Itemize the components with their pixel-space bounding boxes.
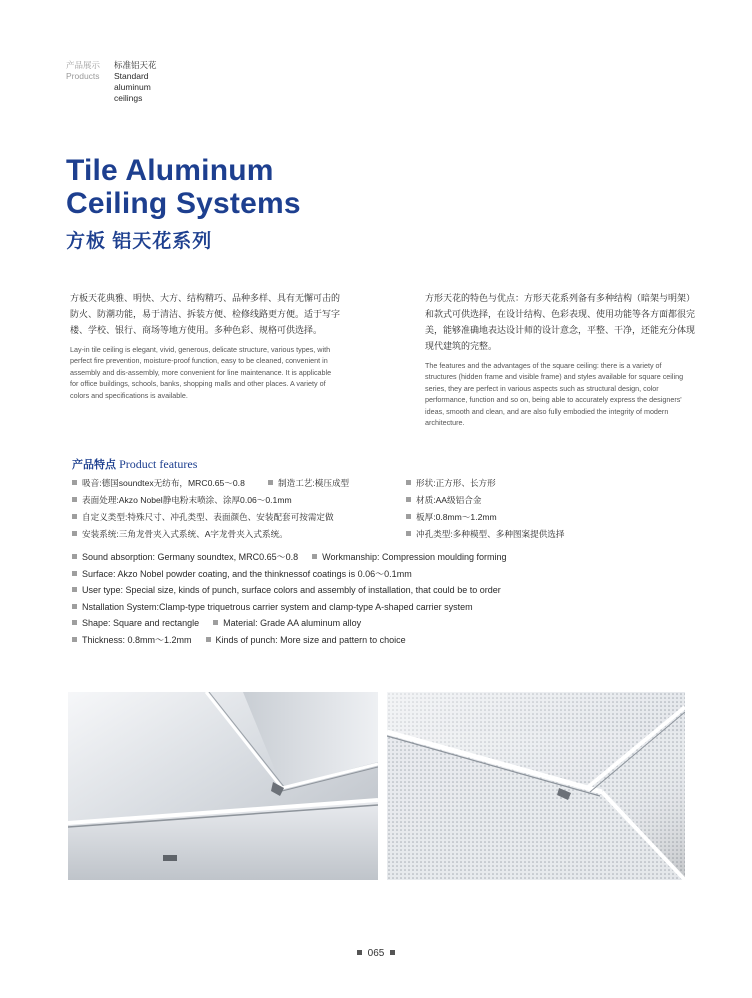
list-item: 表面处理:Akzo Nobel静电粉末喷涂、涂厚0.06～0.1mm bbox=[72, 492, 334, 509]
category-label bbox=[114, 60, 157, 104]
bullet-icon bbox=[72, 604, 77, 609]
list-item: Surface: Akzo Nobel powder coating, and the thinknessof coatings is 0.06～0.1mm bbox=[72, 566, 507, 583]
intro-right bbox=[425, 290, 695, 428]
bullet-icon bbox=[406, 480, 411, 485]
bullet-icon bbox=[312, 554, 317, 559]
bullet-icon bbox=[406, 497, 411, 502]
bullet-icon bbox=[213, 620, 218, 625]
list-item: 制造工艺:模压成型 bbox=[268, 475, 349, 492]
features-heading-cn: 产品特点 bbox=[72, 459, 116, 471]
list-item: User type: Special size, kinds of punch, surface colors and assembly of installation, that could be to order bbox=[72, 582, 507, 599]
list-item: 自定义类型:特殊尺寸、冲孔类型、表面颜色、安装配套可按需定做 bbox=[72, 509, 334, 526]
section-label bbox=[66, 60, 100, 82]
list-item: Shape: Square and rectangle Material: Grade AA aluminum alloy bbox=[72, 615, 507, 632]
page-title bbox=[66, 154, 301, 220]
bullet-icon bbox=[268, 480, 273, 485]
intro-left bbox=[70, 290, 340, 401]
list-item: 吸音:德国soundtex无纺布，MRC0.65～0.8 bbox=[72, 475, 334, 492]
features-cn-right bbox=[406, 475, 564, 543]
section-label-en: Products bbox=[66, 71, 100, 81]
perforated-ceiling-tile-photo bbox=[387, 692, 685, 880]
page-title-line-2: Ceiling Systems bbox=[66, 187, 301, 220]
bullet-icon bbox=[72, 620, 77, 625]
intro-left-cn: 方板天花典雅、明快、大方、结构精巧、品种多样、具有无懈可击的防火、防潮功能，易于清洁、拆装方便、检修线路更方便。适于写字楼、学校、银行、商场等地方使用。多种色彩、规格可供选择。 bbox=[70, 293, 341, 335]
page-title-cn: 方板 铝天花系列 bbox=[66, 231, 213, 252]
category-label-en-1: Standard bbox=[114, 71, 149, 81]
plain-ceiling-tile-photo bbox=[68, 692, 378, 880]
page-title-line-1: Tile Aluminum bbox=[66, 154, 274, 187]
category-label-en-2: aluminum bbox=[114, 82, 151, 92]
list-item: 板厚:0.8mm～1.2mm bbox=[406, 509, 564, 526]
square-icon bbox=[357, 950, 362, 955]
list-item: 材质:AA级铝合金 bbox=[406, 492, 564, 509]
intro-left-en: Lay-in tile ceiling is elegant, vivid, generous, delicate structure, various types, with perfect fire prevention, moisture-proof function, easy to be cleaned, convenient in assembly and dis-assembly, more convenient for line maintenance. It is applicable for office buildings, schools, banks, shopping malls and other places. A variety of colors and specifications is available. bbox=[70, 345, 332, 400]
bullet-icon bbox=[406, 514, 411, 519]
page-number: 065 bbox=[0, 948, 752, 959]
bullet-icon bbox=[72, 571, 77, 576]
bullet-icon bbox=[72, 497, 77, 502]
bullet-icon bbox=[406, 531, 411, 536]
bullet-icon bbox=[72, 637, 77, 642]
category-label-cn: 标准铝天花 bbox=[114, 60, 157, 70]
features-en bbox=[72, 549, 507, 649]
square-icon bbox=[390, 950, 395, 955]
list-item: Sound absorption: Germany soundtex, MRC0.65～0.8 Workmanship: Compression moulding forming bbox=[72, 549, 507, 566]
bullet-icon bbox=[72, 531, 77, 536]
category-label-en-3: ceilings bbox=[114, 93, 143, 103]
features-cn-mid bbox=[268, 475, 349, 492]
features-heading bbox=[72, 456, 197, 472]
list-item: Nstallation System:Clamp-type triquetrous carrier system and clamp-type A-shaped carrier system bbox=[72, 599, 507, 616]
bullet-icon bbox=[72, 554, 77, 559]
bullet-icon bbox=[72, 514, 77, 519]
list-item: 形状:正方形、长方形 bbox=[406, 475, 564, 492]
bullet-icon bbox=[72, 587, 77, 592]
bullet-icon bbox=[72, 480, 77, 485]
section-label-cn: 产品展示 bbox=[66, 60, 101, 70]
list-item: 安装系统:三角龙骨夹入式系统、A字龙骨夹入式系统。 bbox=[72, 526, 334, 543]
intro-right-en: The features and the advantages of the square ceiling: there is a variety of structures (hidden frame and visible frame) and styles available for square ceiling series, they are perfect in various aspects such as structural design, color performance, function and so on, being able to accurately express the designers' ideas, smooth and clean, and are also fully embodied the integrity of modern architecture. bbox=[425, 361, 684, 428]
bullet-icon bbox=[206, 637, 211, 642]
list-item: Thickness: 0.8mm～1.2mm Kinds of punch: More size and pattern to choice bbox=[72, 632, 507, 649]
intro-right-cn: 方形天花的特色与优点：方形天花系列备有多种结构（暗架与明架）和款式可供选择，在设计结构、色彩表现、使用功能等各方面都很完美，能够准确地表达设计师的设计意念，平整、干净，还能充分体现现代建筑的完整。 bbox=[425, 293, 696, 351]
features-heading-en: Product features bbox=[119, 457, 198, 471]
list-item: 冲孔类型:多种模型、多种图案提供选择 bbox=[406, 526, 564, 543]
